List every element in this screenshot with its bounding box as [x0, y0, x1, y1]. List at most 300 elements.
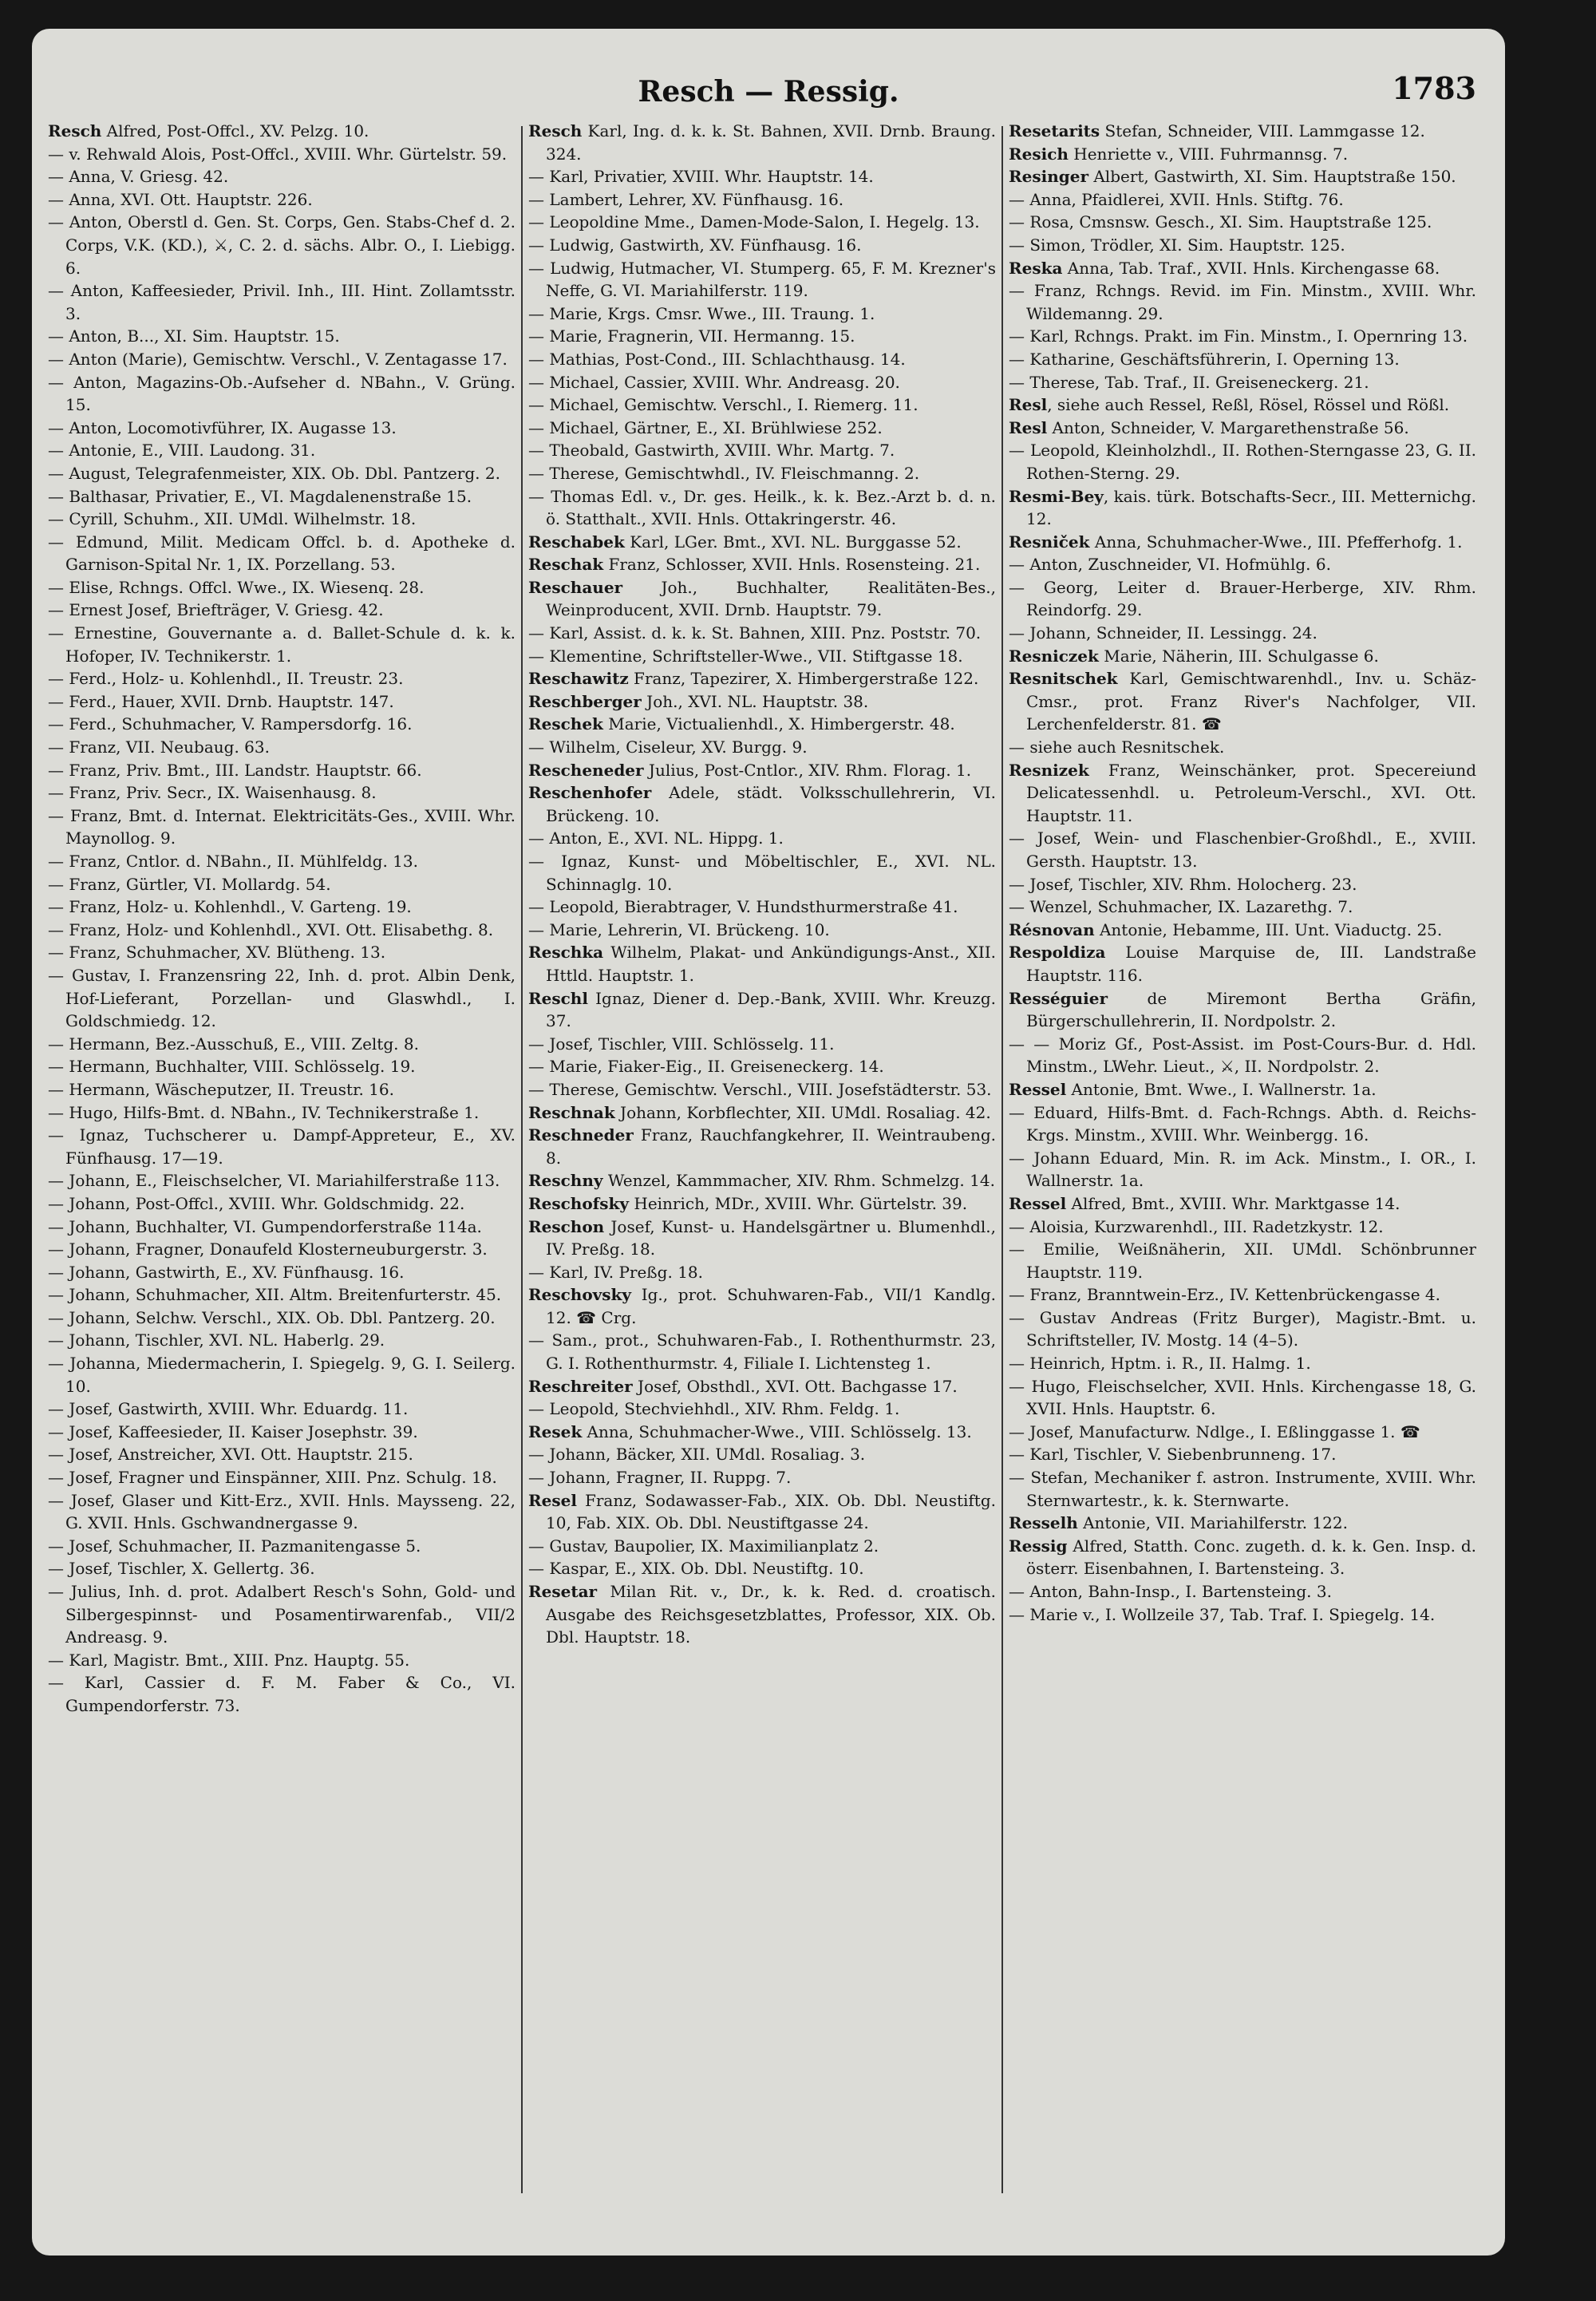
directory-entry [1009, 1238, 1476, 1283]
entry-text: Heinrich, MDr., XVIII. Whr. Gürtelstr. 39. [629, 1193, 968, 1213]
directory-entry [1009, 1283, 1476, 1307]
directory-entry [48, 1649, 516, 1672]
entry-text: — Josef, Tischler, VIII. Schlösselg. 11. [528, 1034, 835, 1054]
entry-text: — Franz, VII. Neubaug. 63. [48, 737, 270, 757]
entry-surname: Resch [528, 121, 583, 140]
directory-entry [48, 690, 516, 714]
directory-entry [48, 964, 516, 1033]
directory-page [32, 29, 1505, 2256]
entry-text: — Katharine, Geschäftsführerin, I. Operning 13. [1009, 349, 1400, 369]
entry-surname: Reschovsky [528, 1285, 632, 1305]
directory-entry [48, 1238, 516, 1261]
directory-entry [528, 895, 996, 919]
entry-text: — Hugo, Fleischselcher, XVII. Hnls. Kirchengasse 18, G. XVII. Hnls. Hauptstr. 6. [1009, 1376, 1476, 1419]
directory-entry [48, 1557, 516, 1580]
directory-entry [1009, 827, 1476, 872]
directory-entry [48, 599, 516, 622]
directory-entry [48, 508, 516, 531]
directory-entry [48, 439, 516, 462]
entry-surname: Resel [528, 1490, 577, 1510]
entry-surname: Reschneder [528, 1125, 634, 1145]
entry-text: — Anton, E., XVI. NL. Hippg. 1. [528, 828, 784, 848]
directory-entry [528, 759, 996, 782]
directory-entry [48, 1192, 516, 1216]
directory-entry [528, 1261, 996, 1284]
entry-text: — Sam., prot., Schuhwaren-Fab., I. Rothenthurmstr. 23, G. I. Rothenthurmstr. 4, Filiale I. Lichtensteg 1. [528, 1330, 996, 1374]
directory-entry [1009, 279, 1476, 325]
entry-text: — Anna, V. Griesg. 42. [48, 167, 229, 187]
directory-entry [48, 1421, 516, 1444]
directory-entry [1009, 120, 1476, 143]
entry-text: — Hermann, Buchhalter, VIII. Schlösselg. 19. [48, 1057, 416, 1077]
entry-text: — August, Telegrafenmeister, XIX. Ob. Dbl. Pantzerg. 2. [48, 463, 500, 483]
entry-text: — Anton, Bahn-Insp., I. Bartensteing. 3. [1009, 1582, 1332, 1601]
entry-text: Alfred, Bmt., XVIII. Whr. Marktgasse 14. [1066, 1193, 1400, 1213]
directory-entry [528, 1421, 996, 1444]
directory-entry [48, 1033, 516, 1056]
directory-entry [528, 553, 996, 576]
directory-entry [1009, 576, 1476, 622]
directory-entry [48, 873, 516, 896]
directory-entry [1009, 553, 1476, 576]
entry-text: — Lambert, Lehrer, XV. Fünfhausg. 16. [528, 189, 844, 209]
entry-surname: Resich [1009, 144, 1069, 164]
directory-entry [528, 1535, 996, 1558]
entry-surname: Respoldiza [1009, 943, 1106, 963]
directory-entry [1009, 1352, 1476, 1375]
entry-text: Ignaz, Diener d. Dep.-Bank, XVIII. Whr. Kreuzg. 37. [546, 988, 996, 1031]
column-3 [1009, 120, 1476, 2211]
page-number: 1783 [1392, 70, 1476, 106]
directory-entry [48, 759, 516, 782]
column-1 [48, 120, 516, 2211]
entry-text: — Balthasar, Privatier, E., VI. Magdalenenstraße 15. [48, 486, 472, 506]
directory-entry [1009, 895, 1476, 919]
directory-entry [48, 850, 516, 873]
entry-text: — Ferd., Schuhmacher, V. Rampersdorfg. 16. [48, 714, 413, 734]
directory-entry [48, 120, 516, 143]
entry-text: — Johann, Bäcker, XII. UMdl. Rosaliag. 3. [528, 1445, 866, 1465]
entry-text: — Franz, Priv. Bmt., III. Landstr. Hauptstr. 66. [48, 760, 422, 780]
directory-entry [528, 1124, 996, 1169]
entry-text: Karl, Gemischtwarenhdl., Inv. u. Schäz-Cmsr., prot. Franz River's Nachfolger, VII. Lerchenfelderstr. 81. ☎ [1026, 669, 1476, 734]
directory-entry [48, 188, 516, 212]
entry-text: Antonie, VII. Mariahilferstr. 122. [1077, 1513, 1348, 1533]
entry-text: Ig., prot. Schuhwaren-Fab., VII/1 Kandlg. 12. ☎ Crg. [546, 1285, 996, 1327]
entry-text: Julius, Post-Cntlor., XIV. Rhm. Florag. 1. [643, 760, 972, 780]
entry-text: — Franz, Bmt. d. Internat. Elektricitäts-Ges., XVIII. Whr. Maynollog. 9. [48, 805, 516, 848]
directory-entry [48, 143, 516, 166]
directory-entry [1009, 325, 1476, 348]
entry-text: — Georg, Leiter d. Brauer-Herberge, XIV. Rhm. Reindorfg. 29. [1009, 577, 1476, 620]
entry-surname: Rességuier [1009, 988, 1108, 1008]
entry-surname: Resnizek [1009, 760, 1089, 780]
entry-surname: Ressig [1009, 1536, 1068, 1556]
directory-entry [48, 165, 516, 188]
entry-text: Karl, Ing. d. k. k. St. Bahnen, XVII. Drnb. Braung. 324. [546, 121, 996, 164]
entry-text: Johann, Korbflechter, XII. UMdl. Rosaliag. 42. [614, 1102, 991, 1122]
directory-entry [1009, 941, 1476, 986]
entry-text: — Heinrich, Hptm. i. R., II. Halmg. 1. [1009, 1354, 1311, 1374]
directory-entry [528, 1557, 996, 1580]
entry-text: — Ludwig, Gastwirth, XV. Fünfhausg. 16. [528, 235, 862, 255]
directory-entry [528, 576, 996, 622]
entry-text: — Johann, Buchhalter, VI. Gumpendorferstraße 114a. [48, 1216, 482, 1236]
entry-text: Anna, Schuhmacher-Wwe., III. Pfefferhofg. 1. [1089, 532, 1463, 552]
directory-entry [528, 417, 996, 440]
directory-entry [48, 1124, 516, 1169]
entry-text: Louise Marquise de, III. Landstraße Hauptstr. 116. [1026, 943, 1476, 985]
directory-entry [1009, 165, 1476, 188]
directory-entry [528, 1283, 996, 1329]
entry-surname: Reschl [528, 988, 588, 1008]
entry-surname: Reschek [528, 714, 603, 734]
directory-entry [1009, 1443, 1476, 1466]
entry-text: — Leopold, Stechviehhdl., XIV. Rhm. Feldg. 1. [528, 1399, 900, 1419]
entry-text: — Aloisia, Kurzwarenhdl., III. Radetzkystr. 12. [1009, 1216, 1384, 1236]
directory-entry [48, 1307, 516, 1330]
entry-surname: Resmi-Bey [1009, 486, 1104, 506]
entry-text: — Anton, Oberstl d. Gen. St. Corps, Gen. Stabs-Chef d. 2. Corps, V.K. (KD.), ⚔, C. 2. d. sächs. Albr. O., I. Liebigg. 6. [48, 212, 516, 278]
directory-entry [1009, 667, 1476, 736]
entry-text: — Cyrill, Schuhm., XII. UMdl. Wilhelmstr. 18. [48, 509, 417, 529]
entry-text: Adele, städt. Volksschullehrerin, VI. Brückeng. 10. [546, 783, 996, 825]
entry-text: — Karl, Magistr. Bmt., XIII. Pnz. Hauptg. 55. [48, 1650, 410, 1670]
directory-entry [528, 667, 996, 690]
directory-entry [528, 827, 996, 850]
directory-entry [528, 188, 996, 212]
directory-entry [528, 645, 996, 668]
directory-entry [528, 781, 996, 827]
directory-entry [48, 1535, 516, 1558]
directory-entry [48, 1329, 516, 1352]
entry-text: — Johann Eduard, Min. R. im Ack. Minstm., I. OR., I. Wallnerstr. 1a. [1009, 1148, 1476, 1191]
entry-text: — Theobald, Gastwirth, XVIII. Whr. Martg. 7. [528, 441, 895, 461]
directory-entry [528, 850, 996, 895]
entry-surname: Resl [1009, 417, 1048, 437]
entry-text: Karl, LGer. Bmt., XVI. NL. Burggasse 52. [624, 532, 962, 552]
entry-surname: Resek [528, 1421, 583, 1441]
directory-entry [528, 439, 996, 462]
entry-text: Stefan, Schneider, VIII. Lammgasse 12. [1100, 121, 1425, 140]
directory-entry [48, 1101, 516, 1125]
directory-entry [528, 1192, 996, 1216]
entry-text: — Karl, Privatier, XVIII. Whr. Hauptstr. 14. [528, 167, 874, 187]
entry-surname: Reschawitz [528, 669, 629, 689]
directory-entry [48, 805, 516, 850]
directory-entry [48, 211, 516, 279]
entry-text: — Marie, Lehrerin, VI. Brückeng. 10. [528, 919, 830, 939]
entry-text: — Leopold, Bierabtrager, V. Hundsthurmerstraße 41. [528, 897, 958, 917]
entry-text: — Josef, Anstreicher, XVI. Ott. Hauptstr. 215. [48, 1445, 413, 1465]
entry-text: — Thomas Edl. v., Dr. ges. Heilk., k. k. Bez.-Arzt b. d. n. ö. Statthalt., XVII. Hnls. Ottakringerstr. 46. [528, 486, 996, 529]
entry-text: Franz, Sodawasser-Fab., XIX. Ob. Dbl. Neustiftg. 10, Fab. XIX. Ob. Dbl. Neustiftgasse 24. [546, 1490, 996, 1533]
entry-text: — Marie, Fragnerin, VII. Hermanng. 15. [528, 326, 855, 346]
entry-text: — Karl, IV. Preßg. 18. [528, 1262, 703, 1282]
entry-text: Alfred, Statth. Conc. zugeth. d. k. k. Gen. Insp. d. österr. Eisenbahnen, I. Bartensteing. 3. [1026, 1536, 1476, 1579]
directory-entry [48, 348, 516, 371]
entry-text: — Gustav, I. Franzensring 22, Inh. d. prot. Albin Denk, Hof-Lieferant, Porzellan- und Glaswhdl., I. Goldschmiedg. 12. [48, 965, 516, 1031]
entry-text: — Wilhelm, Ciseleur, XV. Burgg. 9. [528, 737, 808, 757]
entry-text: — Josef, Fragner und Einspänner, XIII. Pnz. Schulg. 18. [48, 1468, 497, 1488]
entry-text: — Josef, Tischler, XIV. Rhm. Holocherg. 23. [1009, 874, 1357, 894]
directory-entry [528, 211, 996, 234]
directory-entry [1009, 1512, 1476, 1535]
directory-entry [48, 576, 516, 599]
entry-text: — Eduard, Hilfs-Bmt. d. Fach-Rchngs. Abth. d. Reichs-Krgs. Minstm., XVIII. Whr. Weinbergg. 16. [1009, 1102, 1476, 1145]
directory-entry [48, 1580, 516, 1649]
entry-text: — Therese, Gemischtwhdl., IV. Fleischmanng. 2. [528, 463, 920, 483]
entry-surname: Reschabek [528, 532, 625, 552]
directory-entry [528, 1375, 996, 1398]
entry-text: — Marie, Fiaker-Eig., II. Greiseneckerg. 14. [528, 1057, 884, 1077]
directory-entry [1009, 393, 1476, 417]
directory-entry [1009, 348, 1476, 371]
directory-entry [1009, 1192, 1476, 1216]
entry-surname: Resetar [528, 1582, 598, 1601]
directory-entry [48, 1169, 516, 1192]
directory-entry [528, 234, 996, 257]
entry-text: — Hermann, Wäscheputzer, II. Treustr. 16. [48, 1079, 394, 1099]
entry-surname: Reschak [528, 555, 604, 575]
directory-entry [528, 302, 996, 326]
entry-text: Henriette v., VIII. Fuhrmannsg. 7. [1068, 144, 1349, 164]
entry-text: — Karl, Cassier d. F. M. Faber & Co., VI. Gumpendorferstr. 73. [48, 1673, 516, 1715]
column-divider [521, 126, 523, 2193]
directory-entry [528, 1398, 996, 1421]
entry-text: Marie, Victualienhdl., X. Himbergerstr. 48. [602, 714, 955, 734]
entry-surname: Resl [1009, 395, 1048, 415]
directory-entry [48, 1055, 516, 1078]
entry-surname: Reschreiter [528, 1376, 633, 1396]
directory-entry [48, 462, 516, 485]
directory-entry [528, 348, 996, 371]
entry-text: — Josef, Schuhmacher, II. Pazmanitengasse 5. [48, 1536, 421, 1556]
entry-text: — Karl, Rchngs. Prakt. im Fin. Minstm., I. Opernring 13. [1009, 326, 1468, 346]
directory-entry [48, 531, 516, 576]
entry-text: — Anna, Pfaidlerei, XVII. Hnls. Stiftg. 76. [1009, 189, 1344, 209]
directory-entry [528, 941, 996, 986]
directory-entry [48, 1443, 516, 1466]
directory-entry [48, 736, 516, 759]
directory-entry [1009, 759, 1476, 828]
directory-entry [48, 485, 516, 508]
directory-entry [1009, 1307, 1476, 1352]
directory-columns [48, 120, 1489, 2211]
directory-entry [528, 1033, 996, 1056]
directory-entry [528, 1216, 996, 1261]
entry-text: — Johann, Post-Offcl., XVIII. Whr. Goldschmidg. 22. [48, 1193, 465, 1213]
entry-text: — Karl, Tischler, V. Siebenbrunneng. 17. [1009, 1445, 1337, 1465]
entry-text: Anna, Tab. Traf., XVII. Hnls. Kirchengasse 68. [1062, 258, 1440, 278]
entry-surname: Resniček [1009, 532, 1090, 552]
running-head: Resch — Ressig. [638, 75, 899, 109]
entry-text: — Karl, Assist. d. k. k. St. Bahnen, XIII. Pnz. Poststr. 70. [528, 623, 982, 643]
entry-text: — Franz, Cntlor. d. NBahn., II. Mühlfeldg. 13. [48, 852, 418, 871]
entry-text: — Anna, XVI. Ott. Hauptstr. 226. [48, 189, 313, 209]
entry-surname: Reschauer [528, 577, 623, 597]
entry-surname: Ressel [1009, 1079, 1067, 1099]
entry-text: — Johann, Selchw. Verschl., XIX. Ob. Dbl. Pantzerg. 20. [48, 1307, 496, 1327]
directory-entry [1009, 1535, 1476, 1580]
entry-text: — Julius, Inh. d. prot. Adalbert Resch's Sohn, Gold- und Silbergespinnst- und Posamentirwarenfab., VII/2 Andreasg. 9. [48, 1582, 516, 1647]
directory-entry [1009, 1147, 1476, 1192]
directory-entry [1009, 439, 1476, 484]
entry-text: — Ernestine, Gouvernante a. d. Ballet-Schule d. k. k. Hofoper, IV. Technikerstr. 1. [48, 623, 516, 666]
entry-text: de Miremont Bertha Gräfin, Bürgerschullehrerin, II. Nordpolstr. 2. [1026, 988, 1476, 1031]
directory-entry [48, 279, 516, 325]
directory-entry [1009, 1421, 1476, 1444]
entry-text: — Leopoldine Mme., Damen-Mode-Salon, I. Hegelg. 13. [528, 212, 980, 232]
directory-entry [48, 895, 516, 919]
entry-surname: Reschberger [528, 691, 642, 711]
directory-entry [528, 165, 996, 188]
entry-text: Josef, Kunst- u. Handelsgärtner u. Blumenhdl., IV. Preßg. 18. [546, 1216, 996, 1259]
entry-surname: Reschny [528, 1171, 603, 1191]
directory-entry [48, 1671, 516, 1717]
entry-text: — Gustav, Baupolier, IX. Maximilianplatz 2. [528, 1536, 879, 1556]
entry-text: — Anton, Locomotivführer, IX. Augasse 13. [48, 417, 397, 437]
entry-surname: Reska [1009, 258, 1063, 278]
entry-text: — Mathias, Post-Cond., III. Schlachthausg. 14. [528, 349, 906, 369]
entry-text: — Marie, Krgs. Cmsr. Wwe., III. Traung. 1. [528, 303, 875, 323]
entry-text: — Franz, Branntwein-Erz., IV. Kettenbrückengasse 4. [1009, 1285, 1440, 1305]
entry-text: — Kaspar, E., XIX. Ob. Dbl. Neustiftg. 10. [528, 1559, 864, 1579]
directory-entry [48, 919, 516, 942]
entry-text: — Johann, Gastwirth, E., XV. Fünfhausg. 16. [48, 1262, 405, 1282]
entry-text: Joh., Buchhalter, Realitäten-Bes., Weinproducent, XVII. Drnb. Hauptstr. 79. [546, 577, 996, 620]
directory-entry [528, 257, 996, 302]
entry-text: — Anton (Marie), Gemischtw. Verschl., V. Zentagasse 17. [48, 349, 508, 369]
directory-entry [528, 120, 996, 165]
entry-text: Albert, Gastwirth, XI. Sim. Hauptstraße 150. [1088, 167, 1456, 187]
entry-text: — Anton, Magazins-Ob.-Aufseher d. NBahn., V. Grüng. 15. [48, 372, 516, 415]
entry-text: — Michael, Gärtner, E., XI. Brühlwiese 252. [528, 417, 883, 437]
entry-text: — Johann, Fragner, II. Ruppg. 7. [528, 1468, 792, 1488]
entry-text: — Josef, Manufacturw. Ndlge., I. Eßlinggasse 1. ☎ [1009, 1421, 1420, 1441]
directory-entry [1009, 188, 1476, 212]
column-divider [1001, 126, 1003, 2193]
directory-entry [1009, 987, 1476, 1033]
entry-text: — Anton, Zuschneider, VI. Hofmühlg. 6. [1009, 555, 1331, 575]
entry-text: — Anton, B..., XI. Sim. Hauptstr. 15. [48, 326, 340, 346]
entry-text: Franz, Rauchfangkehrer, II. Weintraubeng. 8. [546, 1125, 996, 1168]
entry-text: — Gustav Andreas (Fritz Burger), Magistr.-Bmt. u. Schriftsteller, IV. Mostg. 14 (4–5). [1009, 1307, 1476, 1350]
entry-text: Alfred, Post-Offcl., XV. Pelzg. 10. [101, 121, 369, 140]
entry-surname: Resinger [1009, 167, 1088, 187]
entry-text: — Anton, Kaffeesieder, Privil. Inh., III. Hint. Zollamtsstr. 3. [48, 281, 516, 323]
directory-entry [1009, 211, 1476, 234]
entry-text: — Therese, Gemischtw. Verschl., VIII. Josefstädterstr. 53. [528, 1079, 992, 1099]
directory-entry [1009, 1078, 1476, 1101]
directory-entry [528, 1078, 996, 1101]
directory-entry [1009, 622, 1476, 645]
directory-entry [1009, 1375, 1476, 1421]
entry-text: — Franz, Gürtler, VI. Mollardg. 54. [48, 874, 331, 894]
entry-surname: Résnovan [1009, 919, 1095, 939]
entry-text: — Hugo, Hilfs-Bmt. d. NBahn., IV. Technikerstraße 1. [48, 1102, 480, 1122]
entry-text: — Therese, Tab. Traf., II. Greiseneckerg. 21. [1009, 372, 1369, 392]
entry-text: — Emilie, Weißnäherin, XII. UMdl. Schönbrunner Hauptstr. 119. [1009, 1239, 1476, 1282]
directory-entry [48, 667, 516, 690]
entry-text: Wilhelm, Plakat- und Ankündigungs-Anst., XII. Httld. Hauptstr. 1. [546, 943, 996, 985]
column-2 [528, 120, 996, 2211]
directory-entry [528, 1489, 996, 1535]
directory-entry [528, 462, 996, 485]
directory-entry [1009, 645, 1476, 668]
entry-surname: Reschka [528, 943, 604, 963]
entry-text: — Josef, Tischler, X. Gellertg. 36. [48, 1559, 315, 1579]
directory-entry [528, 1329, 996, 1374]
directory-entry [528, 485, 996, 531]
directory-entry [48, 1398, 516, 1421]
directory-entry [48, 1352, 516, 1398]
entry-text: — Michael, Gemischtw. Verschl., I. Riemerg. 11. [528, 395, 918, 415]
entry-surname: Ressel [1009, 1193, 1067, 1213]
entry-text: — Johann, Fragner, Donaufeld Klosterneuburgerstr. 3. [48, 1239, 488, 1259]
directory-entry [1009, 1101, 1476, 1147]
entry-text: Anna, Schuhmacher-Wwe., VIII. Schlösselg. 13. [582, 1421, 972, 1441]
entry-text: — Ferd., Holz- u. Kohlenhdl., II. Treustr. 23. [48, 669, 404, 689]
directory-entry [528, 1580, 996, 1649]
directory-entry [528, 371, 996, 394]
entry-surname: Resselh [1009, 1513, 1078, 1533]
entry-text: — Johann, E., Fleischselcher, VI. Mariahilferstraße 113. [48, 1171, 500, 1191]
entry-surname: Resch [48, 121, 102, 140]
entry-text: Antonie, Bmt. Wwe., I. Wallnerstr. 1a. [1066, 1079, 1377, 1099]
entry-text: — Josef, Wein- und Flaschenbier-Großhdl., E., XVIII. Gersth. Hauptstr. 13. [1009, 828, 1476, 871]
directory-entry [528, 622, 996, 645]
directory-entry [528, 1101, 996, 1125]
entry-text: — Franz, Priv. Secr., IX. Waisenhausg. 8. [48, 783, 377, 803]
entry-text: — Edmund, Milit. Medicam Offcl. b. d. Apotheke d. Garnison-Spital Nr. 1, IX. Porzellang. 53. [48, 532, 516, 575]
entry-surname: Rescheneder [528, 760, 644, 780]
entry-text: — Ferd., Hauer, XVII. Drnb. Hauptstr. 147. [48, 691, 394, 711]
directory-entry [1009, 485, 1476, 531]
directory-entry [1009, 234, 1476, 257]
entry-text: Franz, Schlosser, XVII. Hnls. Rosensteing. 21. [603, 555, 981, 575]
entry-text: — Johanna, Miedermacherin, I. Spiegelg. 9, G. I. Seilerg. 10. [48, 1354, 516, 1396]
entry-text: — Josef, Kaffeesieder, II. Kaiser Josephstr. 39. [48, 1421, 418, 1441]
directory-entry [48, 1261, 516, 1284]
entry-text: — Franz, Rchngs. Revid. im Fin. Minstm., XVIII. Whr. Wildemanng. 29. [1009, 281, 1476, 323]
entry-text: — Johann, Schneider, II. Lessingg. 24. [1009, 623, 1317, 643]
directory-entry [1009, 873, 1476, 896]
entry-text: — Johann, Schuhmacher, XII. Altm. Breitenfurterstr. 45. [48, 1285, 502, 1305]
directory-entry [528, 1466, 996, 1489]
entry-text: — Josef, Gastwirth, XVIII. Whr. Eduardg. 11. [48, 1399, 409, 1419]
entry-text: , kais. türk. Botschafts-Secr., III. Metternichg. 12. [1026, 486, 1476, 529]
entry-text: Wenzel, Kammmacher, XIV. Rhm. Schmelzg. 14. [602, 1171, 995, 1191]
entry-text: — Michael, Cassier, XVIII. Whr. Andreasg. 20. [528, 372, 900, 392]
entry-text: — Antonie, E., VIII. Laudong. 31. [48, 441, 316, 461]
entry-text: — — Moriz Gf., Post-Assist. im Post-Cours-Bur. d. Hdl. Minstm., LWehr. Lieut., ⚔, II. Nordpolstr. 2. [1009, 1034, 1476, 1077]
entry-text: Anton, Schneider, V. Margarethenstraße 56. [1047, 417, 1409, 437]
directory-entry [528, 919, 996, 942]
entry-text: — Josef, Glaser und Kitt-Erz., XVII. Hnls. Maysseng. 22, G. XVII. Hnls. Gschwandnergasse 9. [48, 1490, 516, 1533]
directory-entry [48, 1078, 516, 1101]
directory-entry [528, 325, 996, 348]
entry-surname: Resnitschek [1009, 669, 1118, 689]
directory-entry [528, 713, 996, 736]
directory-entry [48, 1283, 516, 1307]
directory-entry [48, 325, 516, 348]
entry-surname: Resniczek [1009, 646, 1099, 666]
directory-entry [48, 622, 516, 667]
directory-entry [1009, 736, 1476, 759]
directory-entry [528, 736, 996, 759]
entry-text: — Leopold, Kleinholzhdl., II. Rothen-Sterngasse 23, G. II. Rothen-Sterng. 29. [1009, 441, 1476, 483]
